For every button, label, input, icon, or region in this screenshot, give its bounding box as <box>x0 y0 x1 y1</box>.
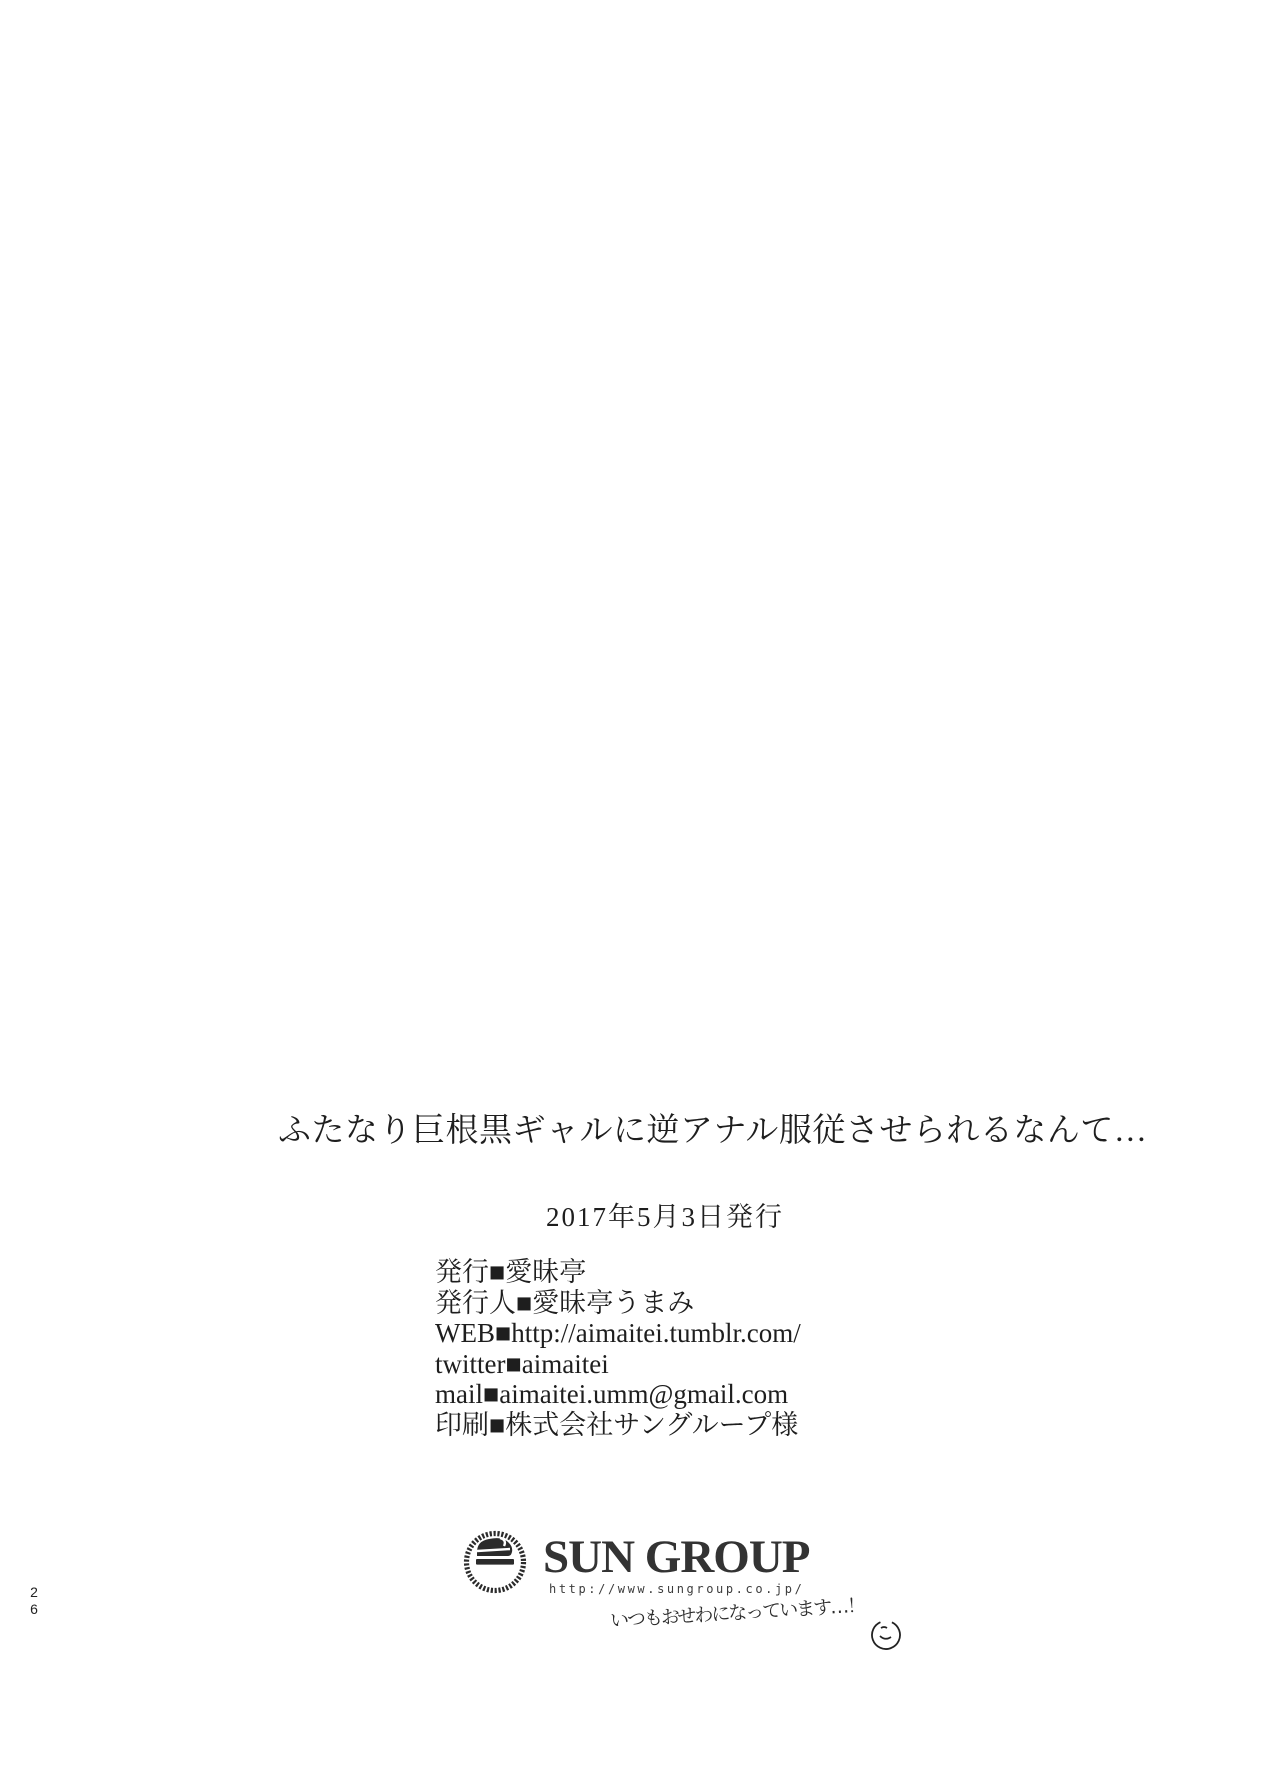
sun-group-logo-text: SUN GROUP <box>543 1531 810 1583</box>
page-number: 26 <box>26 1584 42 1618</box>
colophon-line-web: WEB■http://aimaitei.tumblr.com/ <box>435 1318 801 1349</box>
sun-group-url: http://www.sungroup.co.jp/ <box>549 1582 805 1596</box>
handwritten-thanks-note: いつもおせわになっています…！ <box>609 1594 865 1632</box>
doujin-title: ふたなり巨根黒ギャルに逆アナル服従させられるなんて… <box>278 1113 1148 1149</box>
sun-group-emblem-icon <box>462 1524 530 1605</box>
colophon-block <box>435 1257 801 1441</box>
smiley-face-doodle-icon <box>864 1612 908 1661</box>
publish-date: 2017年5月3日発行 <box>546 1202 784 1232</box>
colophon-line-printer: 印刷■株式会社サングループ様 <box>435 1409 799 1440</box>
colophon-line-mail: mail■aimaitei.umm@gmail.com <box>435 1379 789 1410</box>
colophon-line-publisher: 発行■愛昧亭 <box>435 1257 587 1287</box>
colophon-line-publisher-person: 発行人■愛昧亭うまみ <box>435 1287 695 1318</box>
colophon-line-twitter: twitter■aimaitei <box>435 1348 609 1379</box>
